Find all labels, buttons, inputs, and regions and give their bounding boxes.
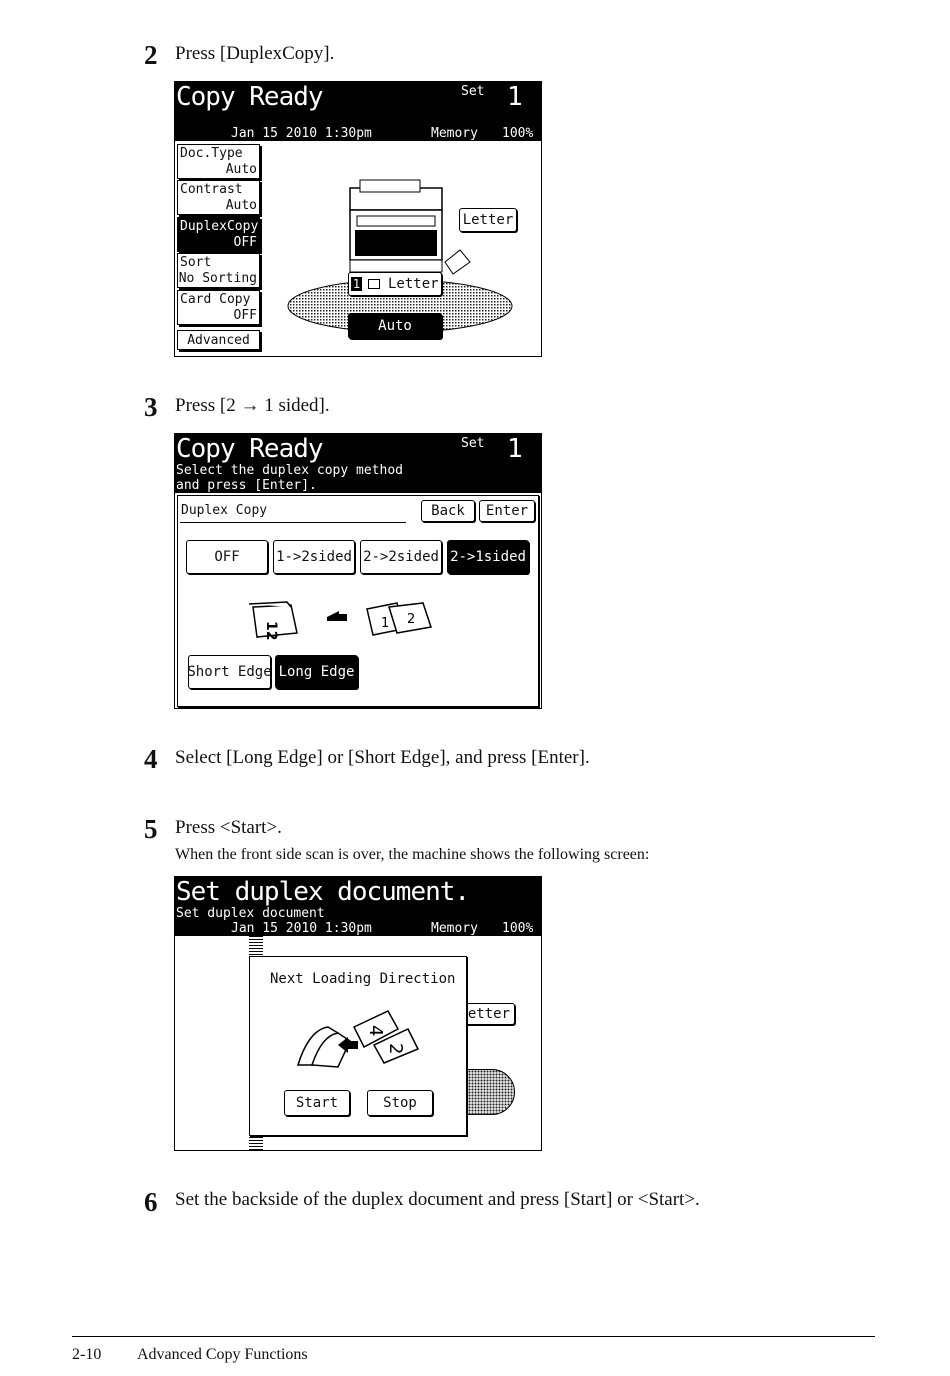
svg-text:12: 12: [263, 621, 279, 641]
set-duplex-screen: [174, 876, 542, 1151]
duplex-copy-label: DuplexCopy: [180, 219, 259, 234]
start-button[interactable]: Start: [284, 1090, 350, 1116]
screen-header: [175, 82, 541, 141]
sort-button[interactable]: [177, 253, 260, 288]
loading-direction-icon: [294, 1005, 424, 1071]
doc-type-label: Doc.Type: [180, 146, 243, 161]
duplex-copy-label: Duplex Copy: [181, 503, 268, 518]
step-5-subtext: When the front side scan is over, the machine shows the following screen:: [175, 846, 650, 863]
2-to-1-sided-button[interactable]: 2->1sided: [447, 540, 529, 574]
set-label: Set: [461, 84, 485, 99]
doc-type-button[interactable]: [177, 144, 260, 179]
off-option-button[interactable]: OFF: [186, 540, 268, 574]
stop-button[interactable]: Stop: [367, 1090, 433, 1116]
sort-label: Sort: [180, 255, 212, 270]
screen-title: Copy Ready: [176, 82, 323, 112]
svg-text:2: 2: [407, 612, 416, 627]
zoom-value: 100%: [502, 126, 534, 141]
duplex-copy-screen: [174, 433, 542, 709]
sort-value: No Sorting: [178, 271, 257, 286]
card-copy-value: OFF: [233, 308, 257, 323]
datetime: Jan 15 2010 1:30pm: [231, 126, 372, 141]
set-value: 1: [507, 434, 522, 464]
screen-header: [175, 434, 541, 493]
screen-title: Copy Ready: [176, 434, 323, 464]
instruction-line-2: and press [Enter].: [176, 478, 317, 493]
enter-button[interactable]: Enter: [479, 500, 535, 522]
screen-title: Set duplex document.: [176, 877, 470, 907]
back-button[interactable]: Back: [421, 500, 475, 522]
1-to-2-sided-button[interactable]: 1->2sided: [273, 540, 355, 574]
duplex-copy-button[interactable]: [177, 217, 260, 252]
tray-button[interactable]: [348, 272, 442, 296]
2-to-2-sided-button[interactable]: 2->2sided: [360, 540, 442, 574]
next-loading-dialog: [249, 956, 467, 1136]
short-edge-button[interactable]: Short Edge: [188, 655, 271, 689]
screen-header: [175, 877, 541, 936]
paper-size-button[interactable]: Letter: [459, 208, 517, 232]
duplex-direction-icon: [247, 599, 437, 641]
contrast-button[interactable]: [177, 180, 260, 215]
tray-label: Letter: [388, 276, 439, 292]
long-edge-button[interactable]: Long Edge: [275, 655, 358, 689]
contrast-value: Auto: [225, 198, 257, 213]
field-underline: [180, 522, 406, 523]
tray-icon: [368, 279, 380, 289]
step-5-text: Press <Start>.: [175, 817, 282, 838]
step-6-text: Set the backside of the duplex document and press [Start] or <Start>.: [175, 1189, 700, 1210]
set-label: Set: [461, 436, 485, 451]
step-5-number: 5: [144, 814, 158, 844]
step-6-number: 6: [144, 1187, 158, 1217]
zoom-value: 100%: [502, 921, 534, 936]
step-4-number: 4: [144, 744, 158, 774]
card-copy-button[interactable]: [177, 290, 260, 325]
step-3-number: 3: [144, 392, 158, 422]
background-paper-button: etter: [463, 1003, 515, 1025]
step-2-number: 2: [144, 40, 158, 70]
instruction-line-1: Select the duplex copy method: [176, 463, 403, 478]
copy-ready-screen: [174, 81, 542, 357]
svg-text:4: 4: [365, 1025, 386, 1037]
tray-number-badge: 1: [352, 277, 361, 291]
step-3-text: Press [2 → 1 sided].: [175, 395, 330, 416]
section-title: Advanced Copy Functions: [137, 1346, 308, 1363]
datetime: Jan 15 2010 1:30pm: [231, 921, 372, 936]
auto-button[interactable]: Auto: [348, 313, 442, 339]
screen-subtitle: Set duplex document: [176, 906, 325, 921]
svg-text:1: 1: [381, 616, 390, 631]
doc-type-value: Auto: [225, 162, 257, 177]
set-value: 1: [507, 82, 522, 112]
memory-label: Memory: [431, 921, 478, 936]
memory-label: Memory: [431, 126, 478, 141]
svg-text:2: 2: [385, 1043, 406, 1055]
card-copy-label: Card Copy: [180, 292, 251, 307]
dialog-title: Next Loading Direction: [270, 971, 456, 987]
step-2-text: Press [DuplexCopy].: [175, 43, 335, 64]
page-number: 2-10: [72, 1346, 102, 1363]
footer-rule: [72, 1336, 875, 1337]
contrast-label: Contrast: [180, 182, 243, 197]
duplex-copy-value: OFF: [233, 235, 257, 250]
step-4-text: Select [Long Edge] or [Short Edge], and press [Enter].: [175, 747, 590, 768]
advanced-button[interactable]: Advanced: [177, 330, 260, 350]
